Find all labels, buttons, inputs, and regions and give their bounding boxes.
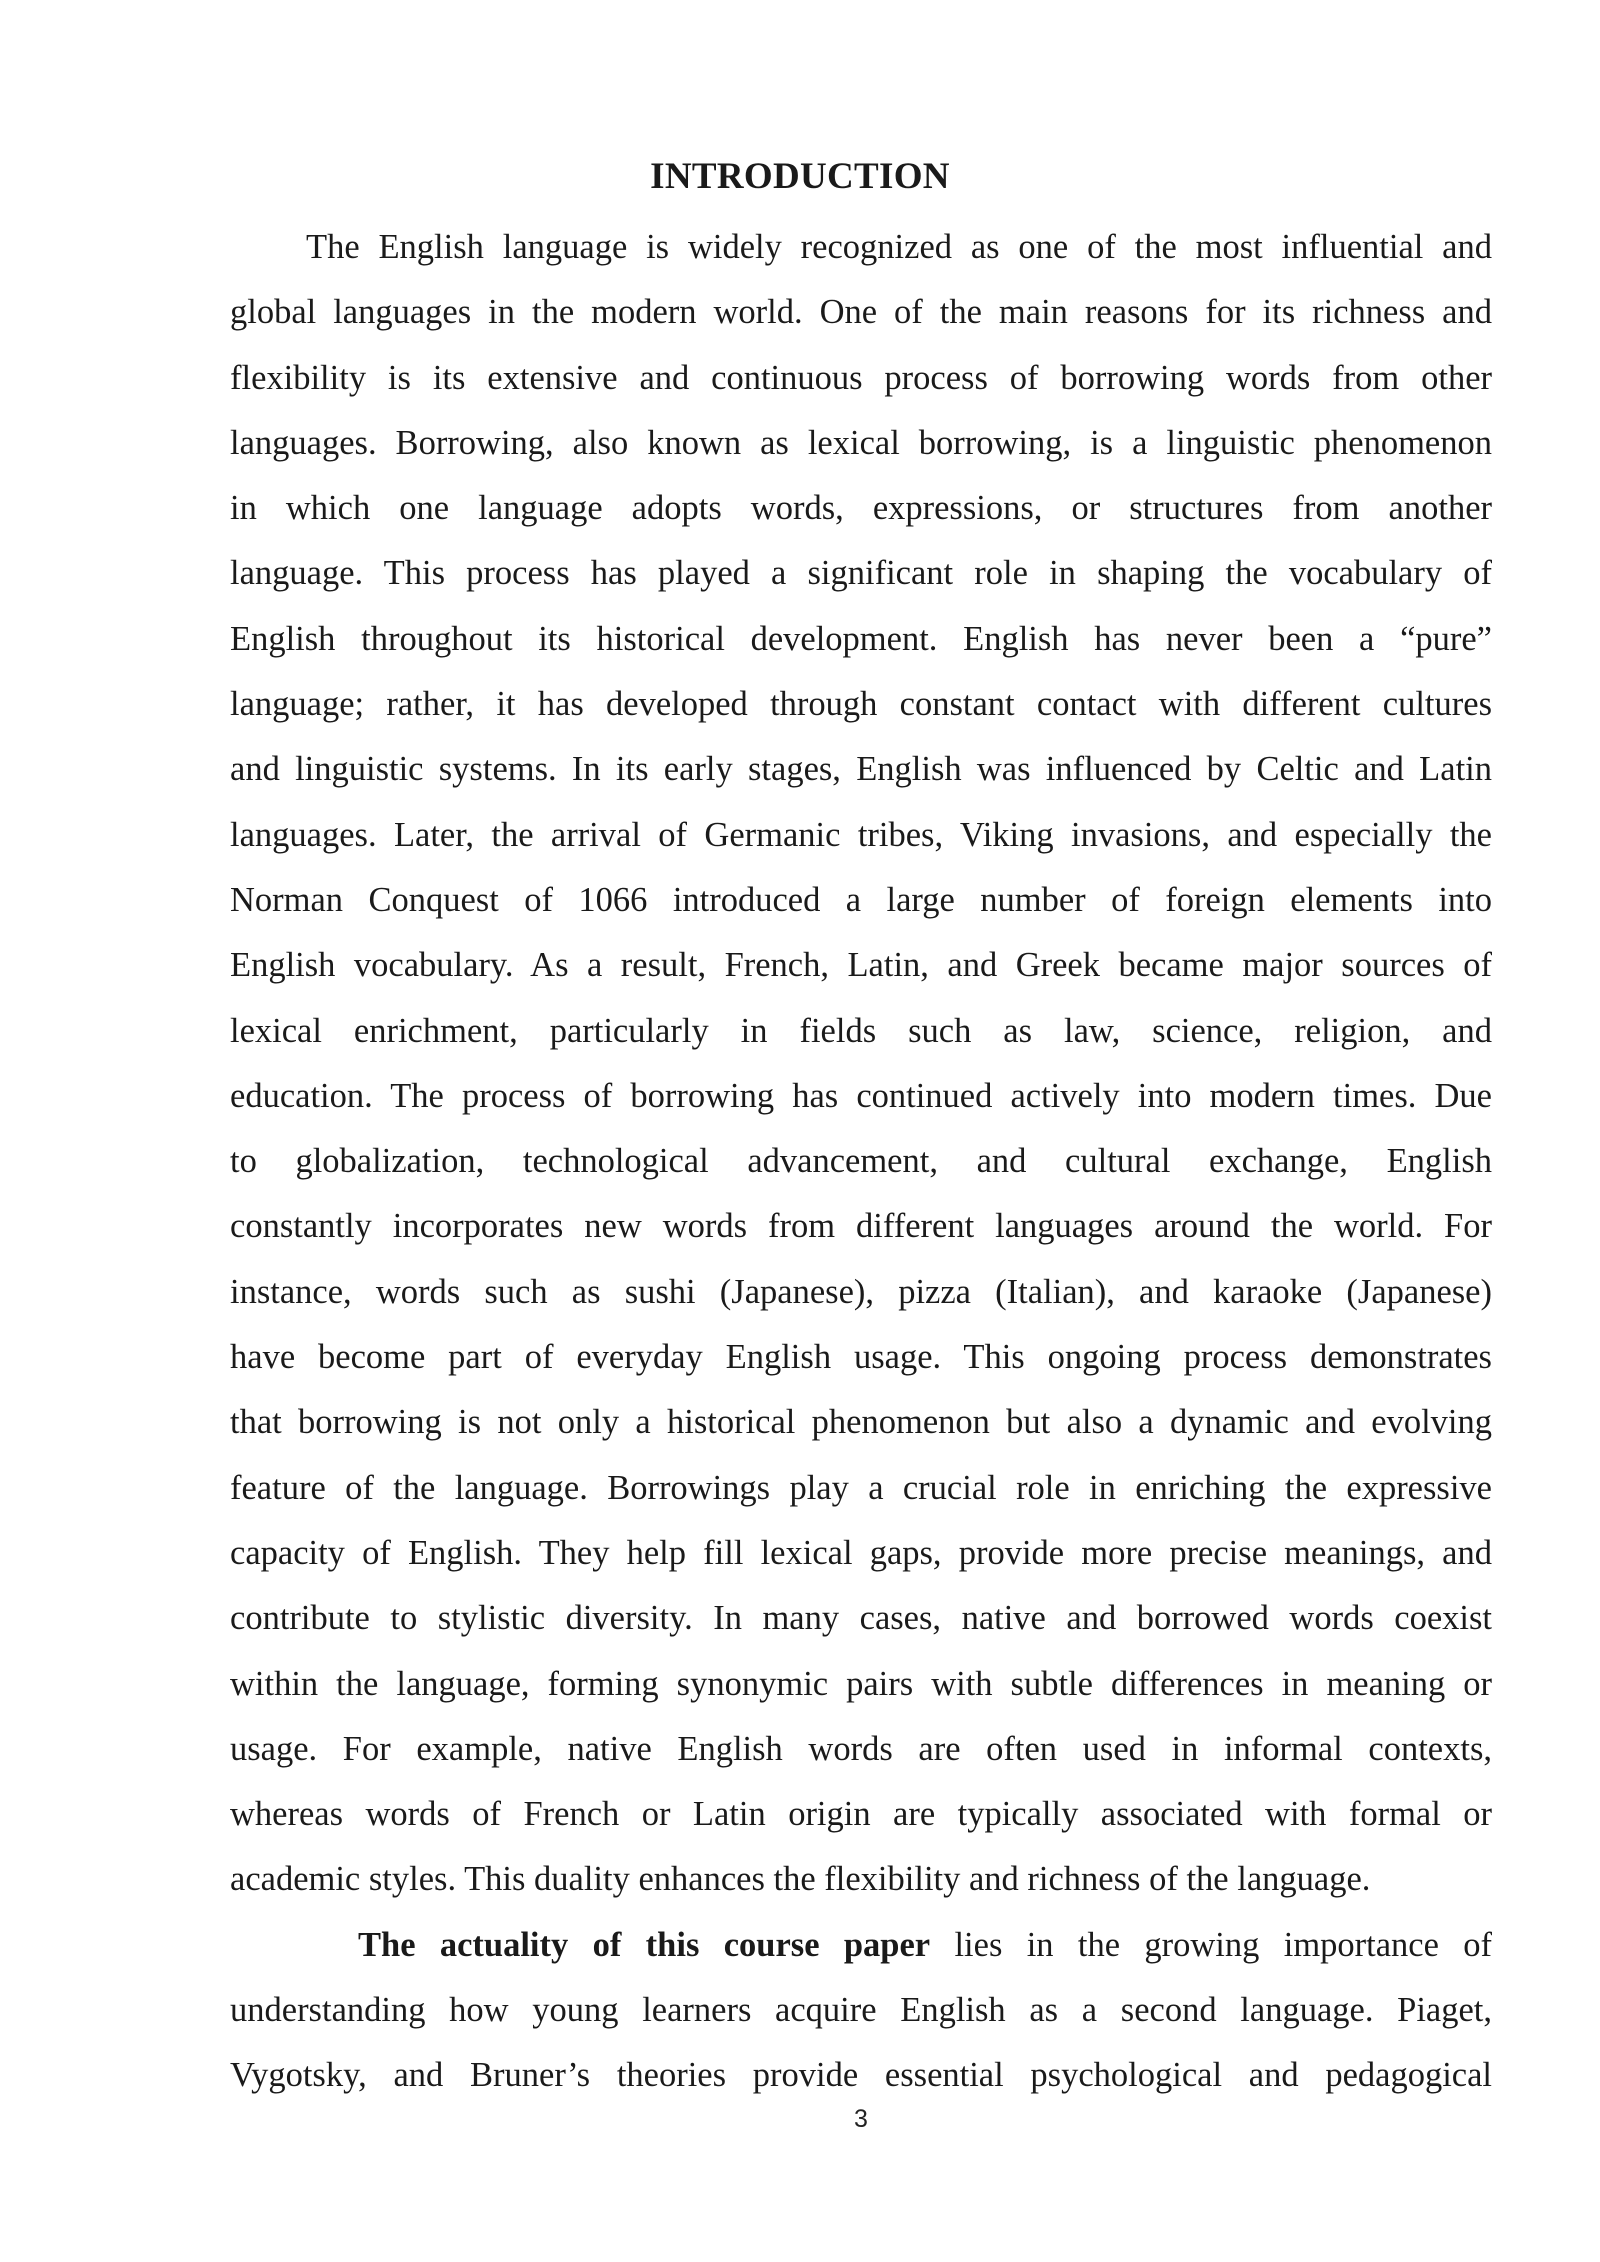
paragraph-line: within the language, forming synonymic pairs with subtle differences in meaning or [230,1664,1492,1703]
paragraph-line: The English language is widely recognized as one of the most influential and [306,228,1492,266]
paragraph-line: that borrowing is not only a historical phenomenon but also a dynamic and evolving [230,1403,1492,1442]
paragraph-line: English throughout its historical development. English has never been a “pure” [230,619,1492,658]
paragraph-intro [230,215,1492,1913]
paragraph-line: contribute to stylistic diversity. In many cases, native and borrowed words coexist [230,1599,1492,1638]
paragraph-line: usage. For example, native English words are often used in informal contexts, [230,1729,1492,1768]
paragraph-line: Vygotsky, and Bruner’s theories provide essential psychological and pedagogical [230,2056,1492,2095]
paragraph-line: capacity of English. They help fill lexical gaps, provide more precise meanings, and [230,1533,1492,1572]
paragraph-line: English vocabulary. As a result, French, Latin, and Greek became major sources of [230,946,1492,985]
paragraph-line: Norman Conquest of 1066 introduced a large number of foreign elements into [230,880,1492,919]
paragraph-line: understanding how young learners acquire English as a second language. Piaget, [230,1991,1492,2030]
paragraph-actuality [230,1913,1492,2109]
paragraph-line: and linguistic systems. In its early stages, English was influenced by Celtic and Latin [230,750,1492,789]
paragraph-line: education. The process of borrowing has continued actively into modern times. Due [230,1076,1492,1115]
paragraph-line: languages. Later, the arrival of Germanic tribes, Viking invasions, and especially the [230,815,1492,854]
paragraph-line: whereas words of French or Latin origin are typically associated with formal or [230,1795,1492,1834]
lead-continuation-text: lies in the growing importance of [930,1925,1492,1964]
paragraph-line: flexibility is its extensive and continuous process of borrowing words from other [230,358,1492,397]
paragraph-line: language; rather, it has developed through constant contact with different cultures [230,685,1492,724]
paragraph-line: instance, words such as sushi (Japanese), pizza (Italian), and karaoke (Japanese) [230,1272,1492,1311]
paragraph-line: in which one language adopts words, expressions, or structures from another [230,489,1492,528]
body-text [230,215,1492,2109]
paragraph-line: languages. Borrowing, also known as lexical borrowing, is a linguistic phenomenon [230,423,1492,462]
paragraph-line: academic styles. This duality enhances the flexibility and richness of the language. [230,1860,1371,1899]
paragraph-line: language. This process has played a significant role in shaping the vocabulary of [230,554,1492,593]
paragraph-line: feature of the language. Borrowings play a crucial role in enriching the expressive [230,1468,1492,1507]
page-number: 3 [854,2105,868,2133]
bold-lead-text: The actuality of this course paper [358,1925,931,1964]
paragraph-line: lexical enrichment, particularly in fields such as law, science, religion, and [230,1011,1492,1050]
paragraph-line: constantly incorporates new words from different languages around the world. For [230,1207,1492,1246]
paragraph-line: global languages in the modern world. One of the main reasons for its richness and [230,293,1492,332]
section-heading [0,152,1600,202]
section-heading-text: INTRODUCTION [650,156,950,197]
paragraph-line: have become part of everyday English usage. This ongoing process demonstrates [230,1338,1492,1377]
paragraph-line [230,1913,1492,1978]
paragraph-line: to globalization, technological advancement, and cultural exchange, English [230,1142,1492,1181]
